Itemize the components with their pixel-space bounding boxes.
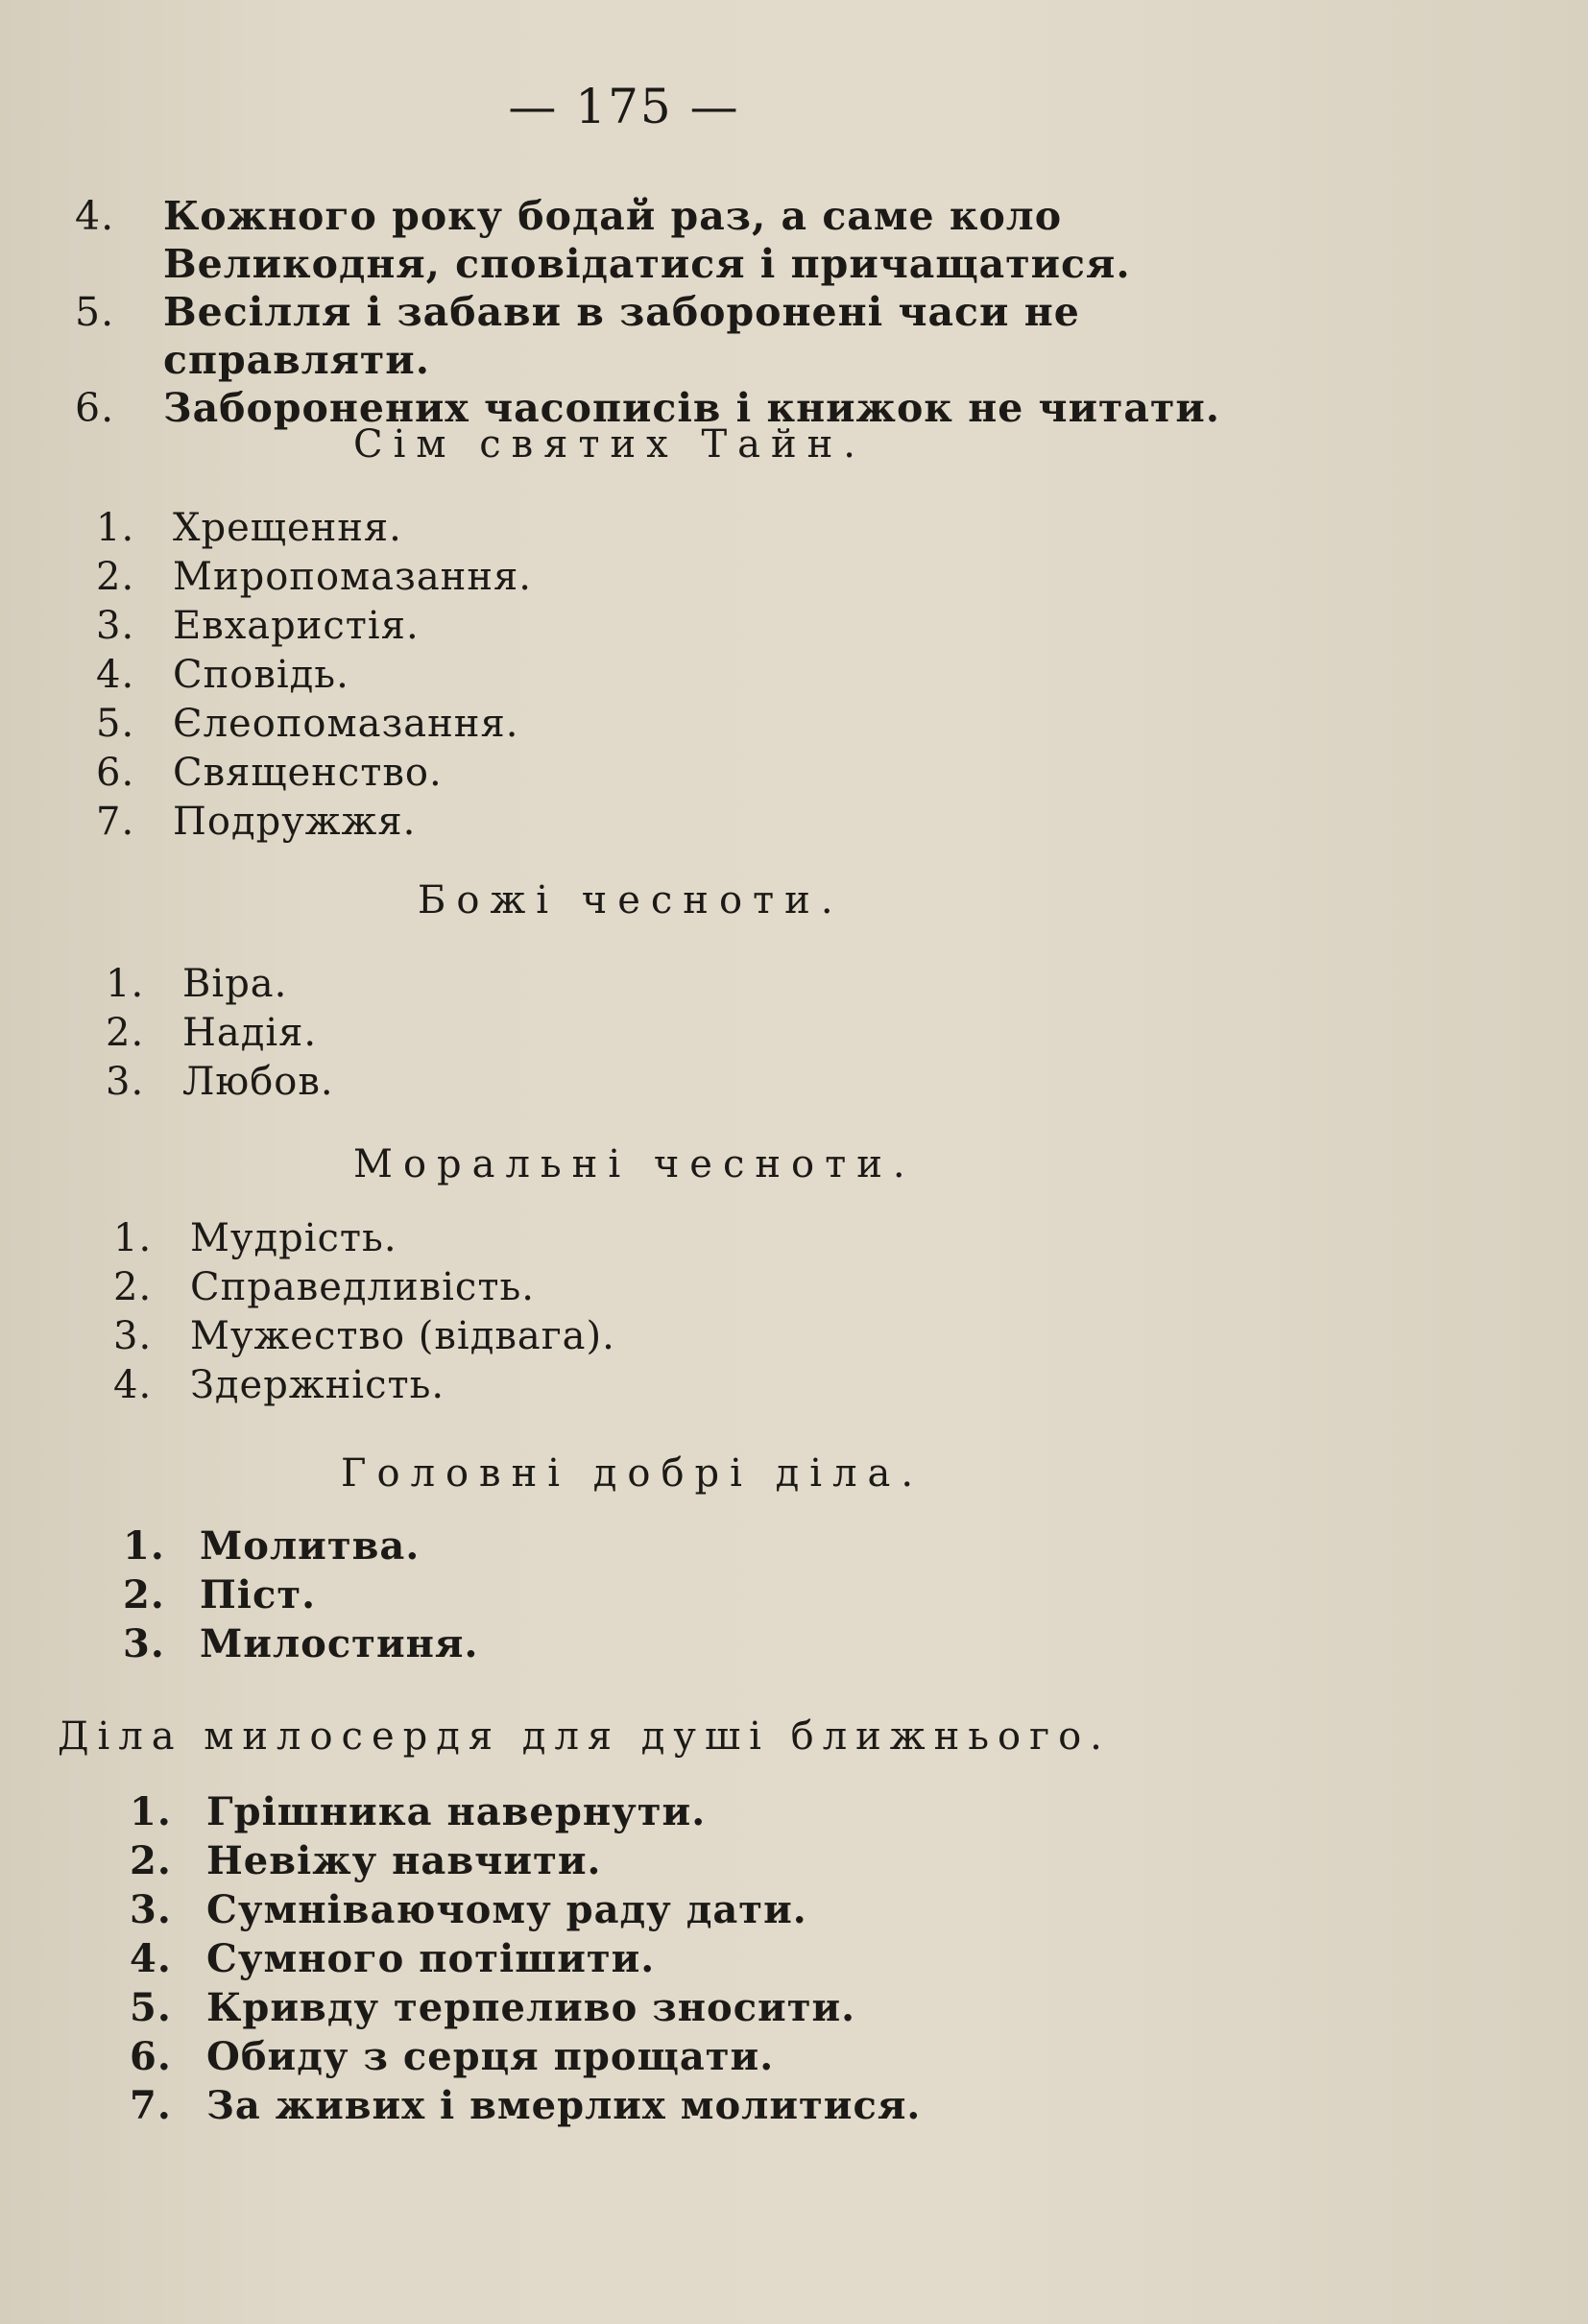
item-text: Піст. [200,1572,317,1617]
commandment-item [67,192,1344,288]
item-number: 3. [96,604,135,648]
item-text: Справедливість. [190,1265,535,1309]
item-number: 3. [113,1314,153,1358]
item-text: Молитва. [200,1523,421,1569]
item-text: Здержність. [190,1363,445,1407]
item-text: Весілля і забави в заборонені часи не справляти. [163,289,1080,383]
sacraments-list [96,504,532,847]
item-number: 2. [113,1265,153,1309]
item-number: 1. [106,962,145,1006]
item-number: 4. [130,1936,172,1981]
item-number: 6. [75,385,115,431]
list-item [106,1058,334,1107]
item-number: 4. [75,193,115,239]
good-deeds-heading: Головні добрі діла. [341,1451,925,1496]
item-number: 3. [106,1060,145,1104]
item-text: Сумніваючому раду дати. [206,1887,807,1932]
list-item [130,1836,921,1885]
item-text: Любов. [182,1060,334,1104]
item-text: Евхаристія. [173,604,420,648]
list-item [130,1934,921,1983]
mercy-deeds-list [130,1787,921,2130]
list-item [123,1619,478,1668]
item-text: Милостиня. [200,1621,479,1666]
item-text: Віра. [182,962,288,1006]
list-item [96,651,532,700]
item-text: За живих і вмерлих молитися. [206,2083,922,2128]
list-item [96,602,532,651]
item-number: 2. [106,1011,145,1055]
item-number: 1. [96,506,135,550]
item-text: Обиду з серця прощати. [206,2034,775,2079]
list-item [113,1214,615,1263]
item-text: Подружжя. [173,800,417,844]
item-text: Кожного року бодай раз, а саме коло Великодня, сповідатися і причащатися. [163,193,1131,287]
divine-virtues-list [106,960,334,1107]
item-text: Священство. [173,751,443,795]
list-item [123,1570,478,1619]
list-item [113,1312,615,1361]
commandment-item [67,288,1344,384]
item-number: 2. [96,555,135,599]
item-number: 2. [123,1572,165,1617]
list-item [113,1361,615,1410]
page-number: — 175 — [508,79,740,134]
item-text: Хрещення. [173,506,402,550]
sacraments-heading: Сім святих Тайн. [353,422,867,467]
item-number: 4. [113,1363,153,1407]
list-item [130,1787,921,1836]
list-item [96,504,532,553]
list-item [130,1885,921,1934]
item-number: 5. [75,289,115,335]
item-number: 3. [123,1621,165,1666]
item-number: 1. [130,1789,172,1834]
item-text: Мудрість. [190,1216,397,1260]
item-text: Грішника навернути. [206,1789,707,1834]
item-number: 4. [96,653,135,697]
item-text: Мужество (відвага). [190,1314,615,1358]
commandments-list [67,192,1344,432]
item-number: 2. [130,1838,172,1883]
list-item [106,960,334,1009]
item-number: 3. [130,1887,172,1932]
list-item [130,1983,921,2032]
list-item [123,1521,478,1570]
item-number: 7. [96,800,135,844]
moral-virtues-heading: Моральні чесноти. [353,1142,916,1186]
item-number: 5. [96,702,135,746]
item-text: Заборонених часописів і книжок не читати. [163,385,1221,431]
item-text: Сповідь. [173,653,349,697]
item-number: 7. [130,2083,172,2128]
list-item [130,2081,921,2130]
moral-virtues-list [113,1214,615,1410]
list-item [106,1009,334,1058]
list-item [96,700,532,749]
mercy-deeds-heading: Діла милосердя для душі ближнього. [58,1714,1111,1759]
item-number: 5. [130,1985,172,2030]
item-text: Надія. [182,1011,318,1055]
item-text: Невіжу навчити. [206,1838,602,1883]
item-text: Сумного потішити. [206,1936,656,1981]
item-number: 1. [113,1216,153,1260]
list-item [113,1263,615,1312]
good-deeds-list [123,1521,478,1668]
divine-virtues-heading: Божі чесноти. [418,878,844,922]
list-item [96,749,532,798]
item-text: Миропомазання. [173,555,532,599]
list-item [96,798,532,847]
list-item [130,2032,921,2081]
item-text: Єлеопомазання. [173,702,519,746]
item-number: 6. [130,2034,172,2079]
item-number: 1. [123,1523,165,1569]
item-text: Кривду терпеливо зносити. [206,1985,856,2030]
list-item [96,553,532,602]
item-number: 6. [96,751,135,795]
